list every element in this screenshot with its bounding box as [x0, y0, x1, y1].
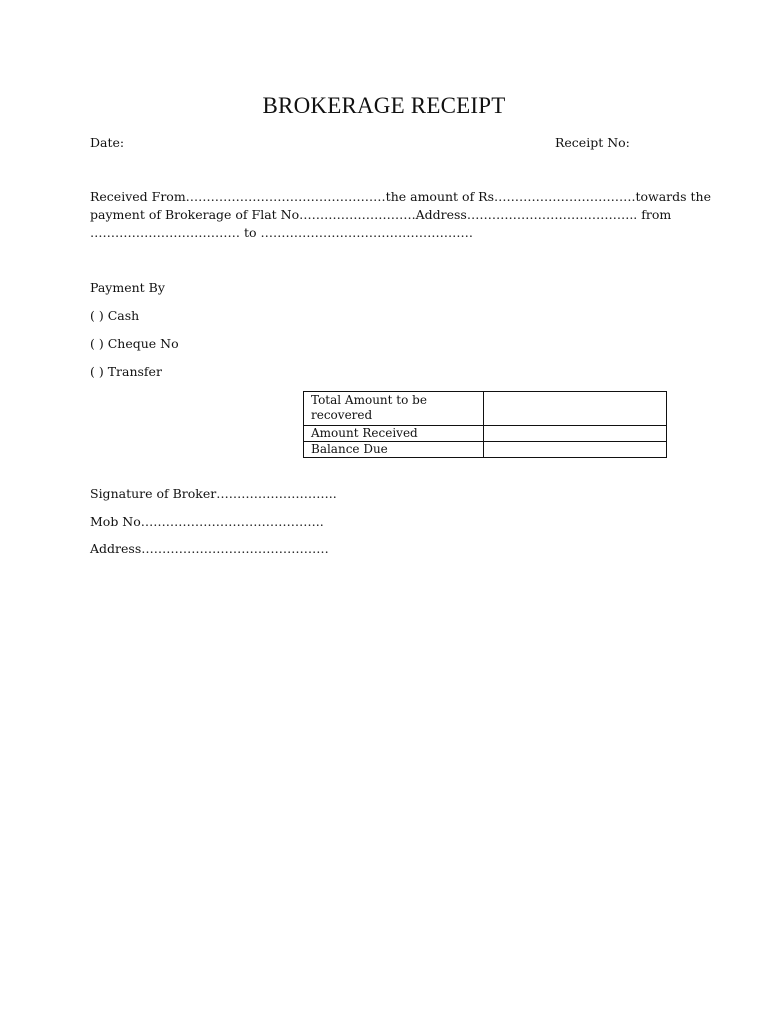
paragraph-line-3: ……………………………… to ……………………………………………: [90, 225, 473, 240]
paragraph-line-1: Received From…………………………………………the amount of Rs…………………………….towards the: [90, 189, 712, 204]
payment-option-cash: ( ) Cash: [90, 308, 140, 323]
table-row: [304, 392, 667, 426]
balance-due-value: [484, 442, 667, 458]
mobile-number-line: Mob No……………………………………..: [90, 514, 324, 529]
receipt-no-label: Receipt No:: [555, 135, 630, 150]
table-row: [304, 442, 667, 458]
receipt-paragraph: [90, 188, 712, 242]
total-amount-value: [484, 392, 667, 426]
date-label: Date:: [90, 135, 125, 150]
page-title: BROKERAGE RECEIPT: [262, 93, 506, 118]
broker-signature-line: Signature of Broker………………………..: [90, 486, 337, 501]
total-amount-label: Total Amount to be recovered: [304, 392, 484, 426]
amount-received-value: [484, 426, 667, 442]
paragraph-line-2: payment of Brokerage of Flat No……………………….Address………………………………….. from: [90, 207, 672, 222]
amounts-table: [303, 391, 667, 458]
amount-received-label: Amount Received: [304, 426, 484, 442]
balance-due-label: Balance Due: [304, 442, 484, 458]
payment-option-transfer: ( ) Transfer: [90, 364, 162, 379]
address-line: Address………………………………………: [90, 541, 329, 556]
payment-by-heading: Payment By: [90, 280, 165, 295]
payment-option-cheque: ( ) Cheque No: [90, 336, 179, 351]
table-row: [304, 426, 667, 442]
